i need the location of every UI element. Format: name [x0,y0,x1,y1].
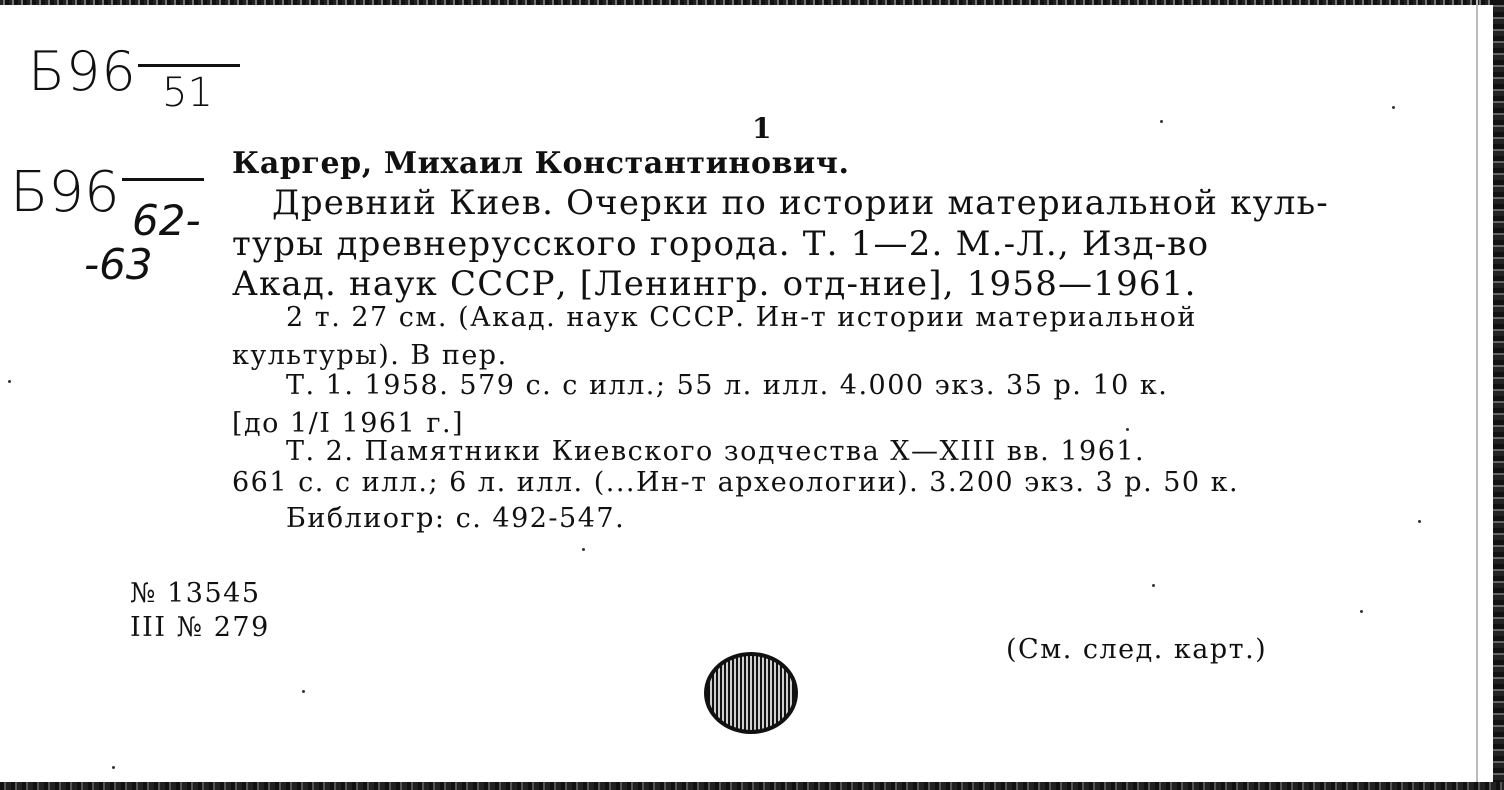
card-number: 1 [752,112,772,145]
description-line-5: Т. 2. Памятники Киевского зодчества X—XIII вв. 1961. [286,436,1146,467]
shelfmark-1-main: Б96 [28,40,137,103]
shelfmark-1-sub: 51 [162,70,213,116]
shelfmark-2-main: Б96 [10,160,120,225]
speck [1126,428,1129,431]
title-line-3: Акад. наук СССР, [Ленингр. отд-ние], 1958—1961. [232,264,1197,304]
shelfmark-2 [10,160,120,225]
speck [1360,610,1363,613]
speck [582,548,585,551]
speck [1160,120,1163,123]
speck [1152,584,1155,587]
inventory-number-1: № 13545 [130,578,261,609]
card-top-edge [0,0,1504,5]
shelfmark-2-sub2: -63 [84,240,153,289]
card-right-edge [1493,0,1504,790]
shelfmark-2-line [122,178,204,181]
punch-hole [704,652,798,734]
title-line-1: Древний Киев. Очерки по истории материальной куль- [272,183,1329,223]
description-line-2: культуры). В пер. [232,340,508,371]
speck [1392,106,1395,109]
description-line-3: Т. 1. 1958. 579 с. с илл.; 55 л. илл. 4.000 экз. 35 р. 10 к. [286,370,1169,401]
speck [1418,520,1421,523]
speck [302,690,305,693]
shelfmark-1-line [138,64,240,67]
speck [112,766,115,769]
speck [8,380,11,383]
shelfmark-1 [28,40,137,103]
card-right-shadow [1476,0,1478,790]
description-line-4: [до 1/I 1961 г.] [232,408,465,439]
continuation-note: (См. след. карт.) [1006,634,1268,665]
description-line-1: 2 т. 27 см. (Акад. наук СССР. Ин-т истории материальной [286,302,1197,333]
card-bottom-edge [0,782,1504,790]
shelfmark-2-sub: 62- [132,196,201,245]
description-line-6: 661 с. с илл.; 6 л. илл. (...Ин-т археологии). 3.200 экз. 3 р. 50 к. [232,467,1240,498]
description-line-7: Библиогр: с. 492-547. [286,503,626,534]
title-line-2: туры древнерусского города. Т. 1—2. М.-Л., Изд-во [232,224,1210,264]
inventory-number-2: III № 279 [130,612,270,643]
author-heading: Каргер, Михаил Константинович. [232,146,850,181]
